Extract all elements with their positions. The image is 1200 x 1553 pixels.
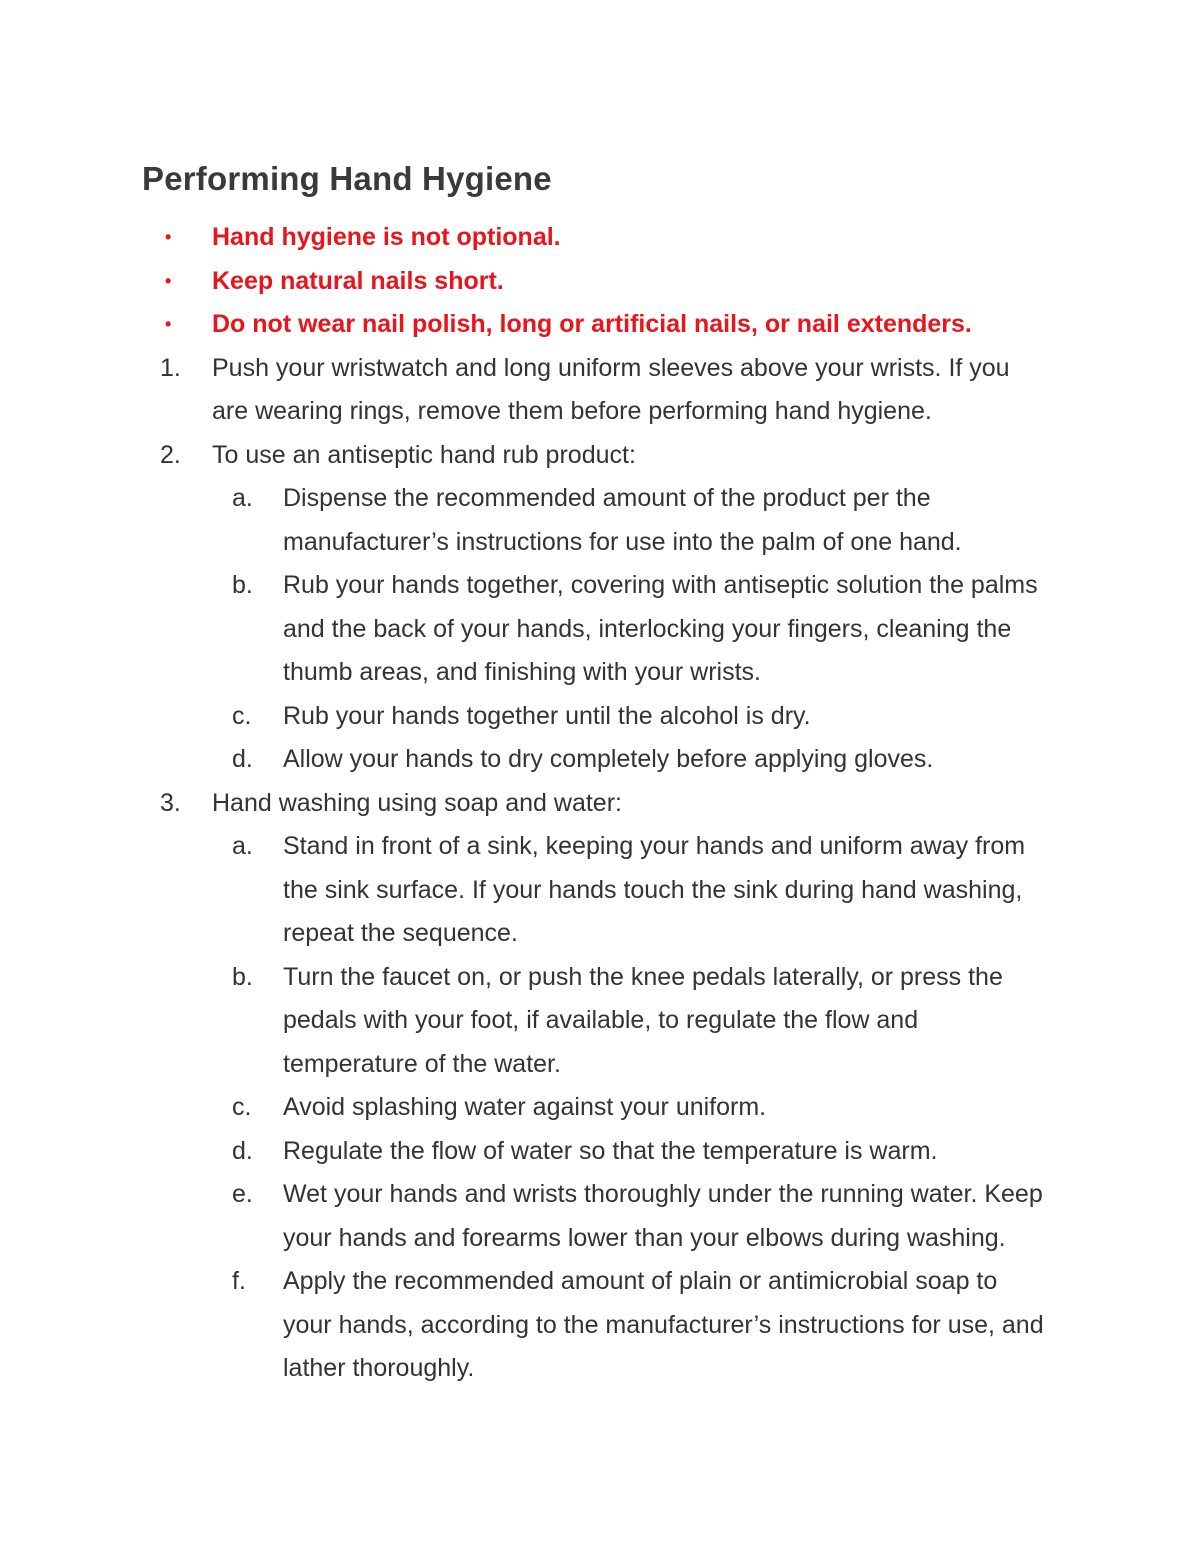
substep-item-marker: f. bbox=[232, 1267, 246, 1295]
substep-item-text: Rub your hands together, covering with antiseptic solution the palms bbox=[283, 571, 1038, 599]
substep-item-text: Allow your hands to dry completely before applying gloves. bbox=[283, 745, 934, 773]
substep-item-text: Dispense the recommended amount of the product per the bbox=[283, 484, 931, 512]
substep-item-text: Apply the recommended amount of plain or antimicrobial soap to bbox=[283, 1267, 998, 1295]
bullet-item-marker: • bbox=[165, 270, 172, 291]
substep-item-marker: c. bbox=[232, 701, 252, 730]
substep-item-text: pedals with your foot, if available, to regulate the flow and bbox=[283, 1006, 919, 1034]
substep-item-text: Avoid splashing water against your uniform. bbox=[283, 1093, 767, 1121]
substep-item-marker: d. bbox=[232, 1136, 253, 1165]
substep-item-text: repeat the sequence. bbox=[283, 919, 518, 947]
substep-item-text: thumb areas, and finishing with your wrists. bbox=[283, 658, 761, 686]
bullet-item-marker: • bbox=[165, 314, 172, 334]
substep-item-marker: c. bbox=[232, 1093, 252, 1121]
page-title: Performing Hand Hygiene bbox=[142, 160, 552, 197]
substep-item-text: your hands and forearms lower than your elbows during washing. bbox=[283, 1223, 1006, 1252]
substep-item-text: and the back of your hands, interlocking your fingers, cleaning the bbox=[283, 614, 1012, 643]
substep-item-text: manufacturer’s instructions for use into the palm of one hand. bbox=[283, 527, 962, 556]
substep-item-marker: b. bbox=[232, 962, 253, 991]
step-item-text: Push your wristwatch and long uniform sleeves above your wrists. If you bbox=[212, 353, 1010, 382]
substep-item-text: Rub your hands together until the alcohol is dry. bbox=[283, 701, 811, 730]
substep-item-text: your hands, according to the manufacturer’s instructions for use, and bbox=[283, 1310, 1044, 1339]
substep-item-marker: d. bbox=[232, 745, 253, 773]
substep-item-marker: b. bbox=[232, 571, 253, 599]
step-item-text: are wearing rings, remove them before performing hand hygiene. bbox=[212, 397, 932, 425]
step-item-marker: 1. bbox=[160, 353, 181, 382]
step-item-text: Hand washing using soap and water: bbox=[212, 788, 622, 817]
bullet-item-marker: • bbox=[165, 227, 172, 247]
bullet-item-text: Do not wear nail polish, long or artificial nails, or nail extenders. bbox=[212, 310, 972, 338]
bullet-item-text: Keep natural nails short. bbox=[212, 266, 504, 295]
bullet-item-text: Hand hygiene is not optional. bbox=[212, 223, 561, 251]
substep-item-text: Regulate the flow of water so that the temperature is warm. bbox=[283, 1136, 938, 1165]
substep-item-text: Stand in front of a sink, keeping your hands and uniform away from bbox=[283, 832, 1026, 860]
step-item-marker: 3. bbox=[160, 788, 181, 817]
substep-item-marker: a. bbox=[232, 484, 253, 512]
substep-item-text: temperature of the water. bbox=[283, 1049, 561, 1078]
substep-item-marker: e. bbox=[232, 1180, 253, 1208]
substep-item-text: the sink surface. If your hands touch the sink during hand washing, bbox=[283, 875, 1023, 904]
substep-item-text: Wet your hands and wrists thoroughly under the running water. Keep bbox=[283, 1180, 1043, 1208]
step-item-text: To use an antiseptic hand rub product: bbox=[212, 440, 636, 469]
substep-item-text: lather thoroughly. bbox=[283, 1354, 475, 1382]
substep-item-text: Turn the faucet on, or push the knee pedals laterally, or press the bbox=[283, 962, 1003, 991]
substep-item-marker: a. bbox=[232, 832, 253, 860]
step-item-marker: 2. bbox=[160, 440, 181, 469]
